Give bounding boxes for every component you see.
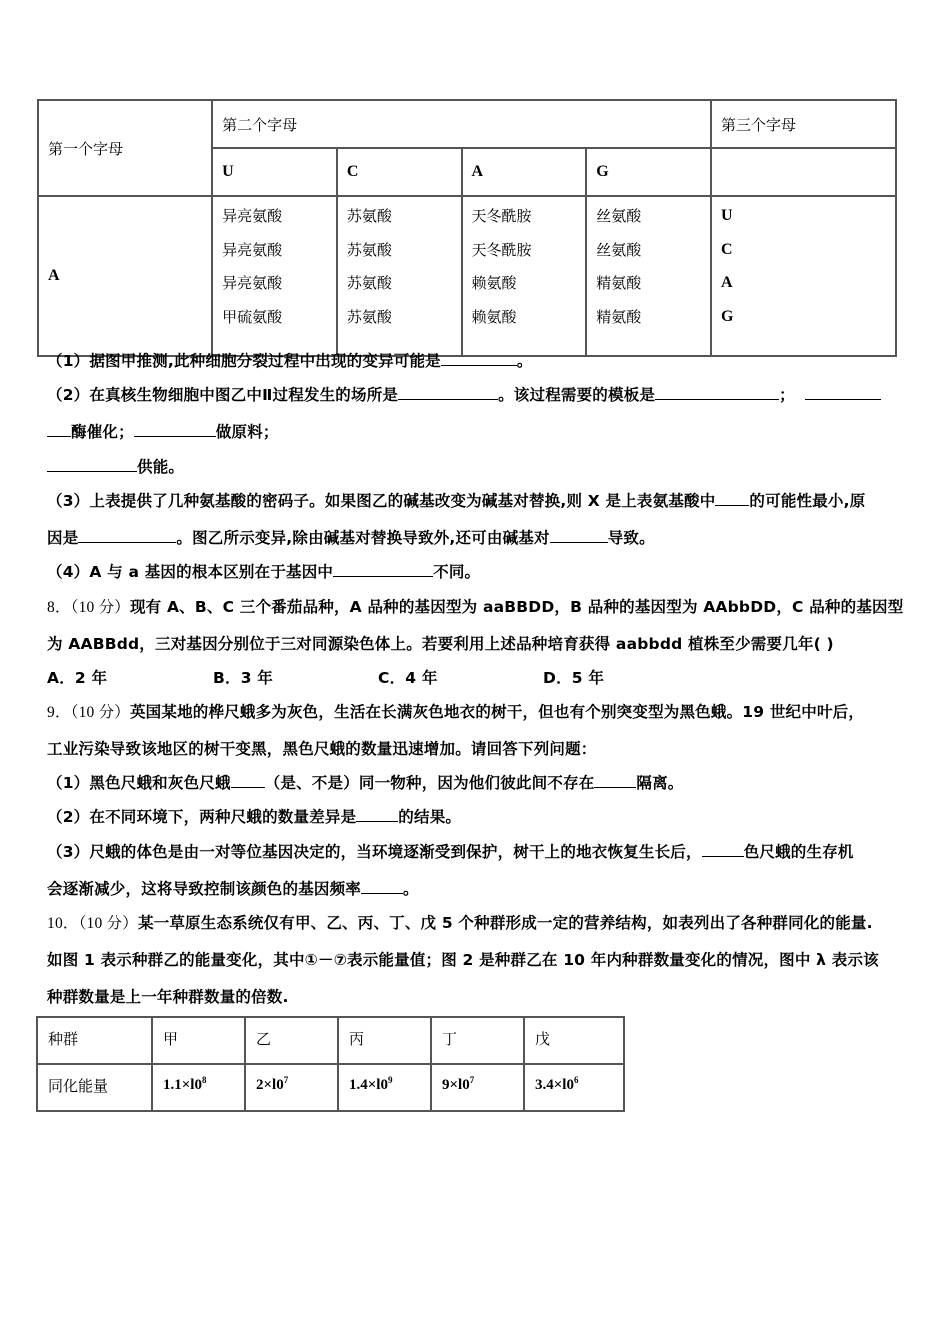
third-letter-empty: [711, 148, 896, 196]
answer-blank[interactable]: [715, 491, 749, 506]
answer-blank[interactable]: [47, 422, 71, 437]
amino-cell: 甲硫氨酸: [222, 307, 283, 326]
value-base: 9×l0: [442, 1077, 470, 1093]
energy-value-ding: [431, 1064, 524, 1111]
header-third-letter-label: 第三个字母: [720, 115, 796, 134]
q7-part2-text-b: 。该过程需要的模板是: [498, 386, 656, 404]
header-second-letter-label: 第二个字母: [222, 115, 298, 134]
amino-column-u: [212, 196, 337, 356]
third-letter-cell: U: [720, 207, 733, 224]
answer-blank[interactable]: [805, 385, 881, 400]
header-first-letter-label: 第一个字母: [48, 139, 124, 158]
species-bing: 丙: [338, 1017, 431, 1064]
energy-value-bing: [338, 1064, 431, 1111]
amino-cell: 异亮氨酸: [222, 240, 283, 259]
answer-blank[interactable]: [441, 351, 517, 366]
amino-cell: 苏氨酸: [346, 274, 392, 292]
q10-line3: [47, 985, 289, 1007]
q8-stem-1: 现有 A、B、C 三个番茄品种，A 品种的基因型为 aaBBDD，B 品种的基因型为 AAbbDD，C 品种的基因型: [129, 598, 904, 616]
punctuation: 。: [516, 352, 533, 370]
q10-stem-3: 种群数量是上一年种群数量的倍数.: [47, 988, 289, 1006]
q9-part2-text-b: 的结果。: [398, 808, 462, 826]
option-a[interactable]: A．2 年: [47, 669, 108, 687]
q9-part3-text-b: 色尺蛾的生存机: [743, 843, 854, 861]
q7-part3-text-a: （3）上表提供了几种氨基酸的密码子。如果图乙的碱基改变为碱基对替换,则 X 是上表氨基酸中: [47, 492, 716, 510]
q9-line1: [47, 700, 864, 722]
option-c[interactable]: C．4 年: [378, 669, 438, 687]
q7-part2-text-f: 供能。: [137, 458, 185, 476]
q7-part3-text-b: 的可能性最小,原: [749, 492, 866, 510]
third-letter-cell: A: [720, 274, 733, 291]
second-letter-u: U: [212, 148, 337, 196]
energy-value-yi: [245, 1064, 338, 1111]
option-b[interactable]: B．3 年: [213, 669, 273, 687]
amino-cell: 苏氨酸: [346, 207, 392, 225]
q7-part4-text-a: （4）A 与 a 基因的根本区别在于基因中: [47, 563, 334, 581]
q9-part2: [47, 805, 461, 827]
q7-part2-line1: [47, 383, 881, 405]
value-exponent: 6: [573, 1075, 579, 1085]
answer-blank[interactable]: [47, 457, 137, 472]
value-exponent: 7: [283, 1075, 289, 1085]
header-first-letter: [38, 100, 212, 196]
answer-blank[interactable]: [78, 528, 176, 543]
energy-table: [36, 1016, 625, 1112]
amino-cell: 赖氨酸: [471, 274, 517, 292]
value-base: 1.1×l0: [163, 1077, 202, 1093]
row-label-species: 种群: [37, 1017, 152, 1064]
second-letter-a: A: [462, 148, 587, 196]
amino-cell: 天冬酰胺: [471, 207, 532, 225]
answer-blank[interactable]: [361, 879, 403, 894]
answer-blank[interactable]: [594, 773, 636, 788]
third-letter-cell: C: [720, 240, 733, 258]
value-base: 3.4×l0: [535, 1077, 574, 1093]
q7-part3-text-c: 因是: [47, 529, 79, 547]
q9-part1-text-c: 隔离。: [636, 774, 684, 792]
q9-part1: [47, 771, 684, 793]
answer-blank[interactable]: [398, 385, 498, 400]
q10-stem-1: 某一草原生态系统仅有甲、乙、丙、丁、戊 5 个种群形成一定的营养结构，如表列出了各种群同化的能量.: [137, 914, 873, 932]
q7-part4: [47, 560, 480, 582]
amino-cell: 精氨酸: [596, 307, 642, 326]
q8-line2: [47, 632, 834, 654]
third-letter-column: [711, 196, 896, 356]
amino-column-g: [586, 196, 711, 356]
amino-cell: 异亮氨酸: [222, 207, 283, 225]
species-wu: 戊: [524, 1017, 624, 1064]
q9-part3-line2: [47, 877, 419, 899]
amino-cell: 丝氨酸: [596, 240, 642, 259]
punctuation: 。: [403, 880, 419, 898]
second-letter-g: G: [586, 148, 711, 196]
row-label-energy: 同化能量: [37, 1064, 152, 1111]
q7-part3-line1: [47, 489, 865, 511]
q9-part1-text-a: （1）黑色尺蛾和灰色尺蛾: [47, 774, 231, 792]
q10-stem-2: 如图 1 表示种群乙的能量变化，其中①－⑦表示能量值；图 2 是种群乙在 10 年内种群数量变化的情况，图中 λ 表示该: [47, 951, 879, 969]
punctuation: ；: [779, 386, 795, 404]
amino-cell: 苏氨酸: [346, 307, 392, 326]
q7-part2-text-e: 做原料；: [215, 423, 279, 441]
answer-blank[interactable]: [231, 773, 265, 788]
answer-blank[interactable]: [356, 807, 398, 822]
species-jia: 甲: [152, 1017, 245, 1064]
amino-cell: 天冬酰胺: [471, 240, 532, 259]
q9-part3-text-c: 会逐渐减少，这将导致控制该颜色的基因频率: [47, 880, 362, 898]
amino-cell: 赖氨酸: [471, 307, 517, 326]
codon-table: [37, 99, 897, 357]
amino-cell: 丝氨酸: [596, 207, 642, 225]
amino-column-a: [462, 196, 587, 356]
answer-blank[interactable]: [702, 842, 744, 857]
answer-blank[interactable]: [333, 562, 433, 577]
q8-options: [47, 666, 647, 688]
q9-stem-1: 英国某地的桦尺蛾多为灰色，生活在长满灰色地衣的树干，但也有个别突变型为黑色蛾。19 世纪中叶后，: [129, 703, 865, 721]
energy-value-jia: [152, 1064, 245, 1111]
q7-part2-text-d: 酶催化；: [71, 423, 134, 441]
question-number: 10．（10 分）: [47, 915, 138, 932]
question-number: 9．（10 分）: [47, 704, 130, 721]
value-exponent: 9: [387, 1075, 393, 1085]
q7-part4-text-b: 不同。: [433, 563, 481, 581]
q10-line2: [47, 948, 879, 970]
q9-part2-text-a: （2）在不同环境下，两种尺蛾的数量差异是: [47, 808, 357, 826]
question-number: 8．（10 分）: [47, 599, 130, 616]
first-letter-value: A: [38, 196, 212, 356]
q7-part2-line2: [47, 420, 279, 442]
q7-part3-line2: [47, 526, 655, 548]
answer-blank[interactable]: [655, 385, 779, 400]
q9-part3-line1: [47, 840, 854, 862]
value-base: 2×l0: [256, 1077, 284, 1093]
amino-cell: 精氨酸: [596, 274, 642, 292]
q7-part3-text-e: 导致。: [607, 529, 655, 547]
amino-cell: 异亮氨酸: [222, 274, 283, 292]
answer-blank[interactable]: [134, 422, 216, 437]
second-letter-c: C: [337, 148, 462, 196]
q10-line1: [47, 911, 873, 933]
q7-part2-line3: [47, 455, 184, 477]
q9-part1-text-b: （是、不是）同一物种，因为他们彼此间不存在: [264, 774, 595, 792]
q9-stem-2: 工业污染导致该地区的树干变黑，黑色尺蛾的数量迅速增加。请回答下列问题：: [47, 740, 597, 758]
amino-column-c: [337, 196, 462, 356]
header-second-letter: [212, 100, 711, 148]
amino-cell: 苏氨酸: [346, 240, 392, 259]
q8-stem-2: 为 AABBdd，三对基因分别位于三对同源染色体上。若要利用上述品种培育获得 aabbdd 植株至少需要几年( ): [47, 635, 834, 653]
q7-part3-text-d: 。图乙所示变异,除由碱基对替换导致外,还可由碱基对: [176, 529, 550, 547]
species-yi: 乙: [245, 1017, 338, 1064]
answer-blank[interactable]: [550, 528, 608, 543]
value-base: 1.4×l0: [349, 1077, 388, 1093]
header-third-letter: [711, 100, 896, 148]
q7-part1-text: （1）据图甲推测,此种细胞分裂过程中出现的变异可能是: [47, 352, 441, 370]
q9-line2: [47, 737, 597, 759]
q9-part3-text-a: （3）尺蛾的体色是由一对等位基因决定的，当环境逐渐受到保护，树干上的地衣恢复生长后，: [47, 843, 702, 861]
third-letter-cell: G: [720, 307, 734, 325]
q7-part1: [47, 349, 533, 371]
energy-value-wu: [524, 1064, 624, 1111]
option-d[interactable]: D．5 年: [543, 669, 605, 687]
q8-line1: [47, 595, 903, 617]
q7-part2-text-a: （2）在真核生物细胞中图乙中Ⅱ过程发生的场所是: [47, 386, 399, 404]
species-ding: 丁: [431, 1017, 524, 1064]
value-exponent: 7: [469, 1075, 475, 1085]
value-exponent: 8: [201, 1075, 207, 1085]
